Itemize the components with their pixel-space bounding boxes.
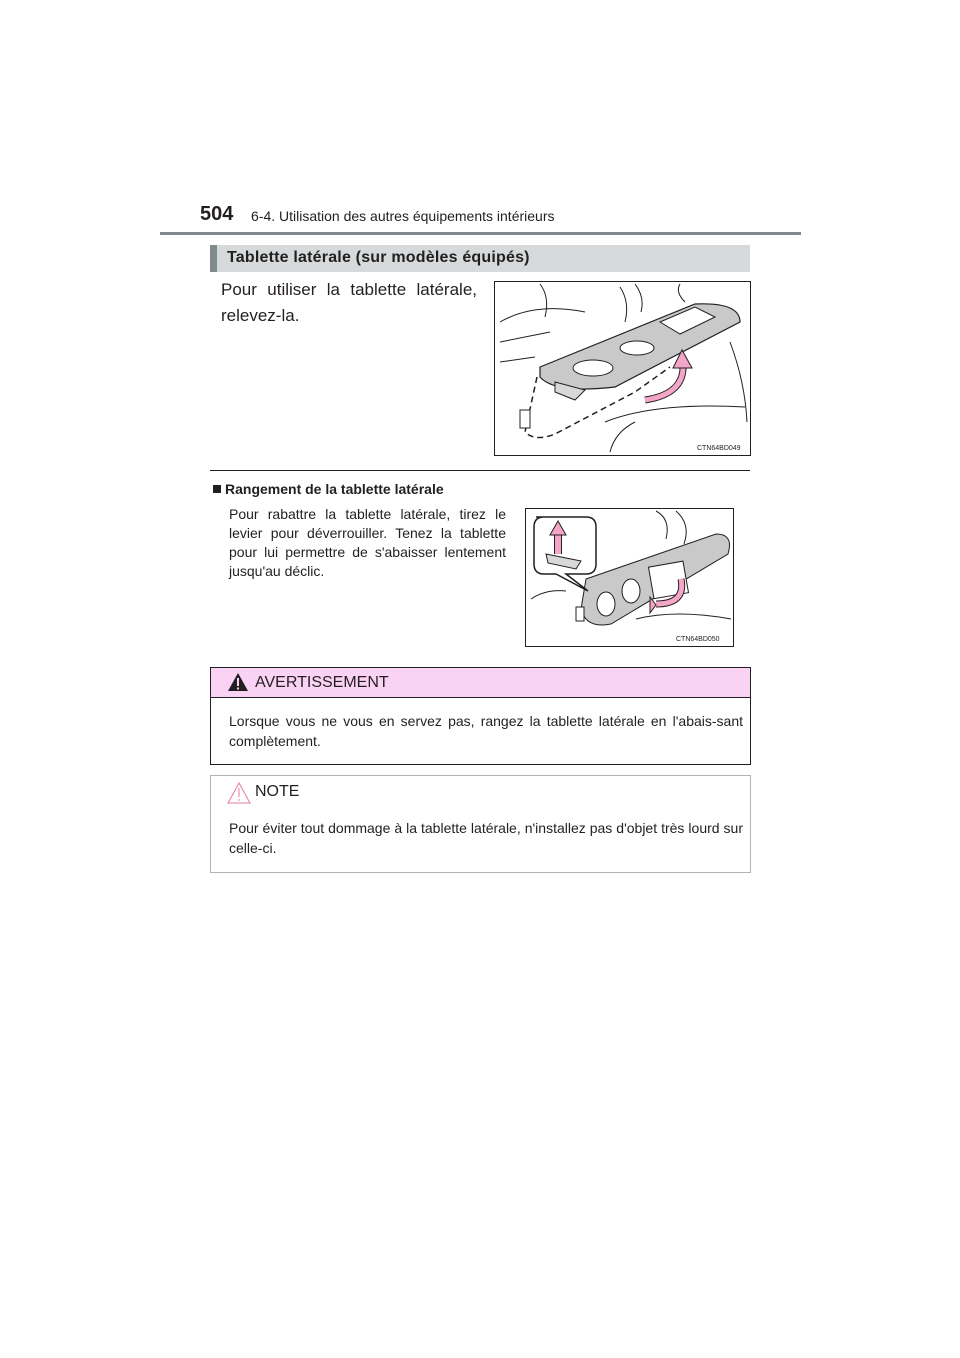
subsection-rule	[210, 470, 750, 471]
chapter-title: 6-4. Utilisation des autres équipements intérieurs	[251, 208, 555, 224]
warning-text: Lorsque vous ne vous en servez pas, rangez la tablette latérale en l'abais-sant complètement.	[229, 713, 743, 749]
warning-triangle-icon	[227, 672, 249, 692]
figure-code-1: CTN64BD049	[697, 445, 741, 452]
figure-code-2: CTN64BD050	[676, 636, 720, 643]
caution-triangle-outline-icon	[227, 782, 251, 804]
section-title: Tablette latérale (sur modèles équipés)	[227, 249, 530, 266]
lower-tray-illustration	[526, 509, 733, 646]
subsection-heading	[213, 481, 444, 497]
figure-raise-tray	[494, 281, 751, 456]
warning-label: AVERTISSEMENT	[255, 674, 389, 691]
square-bullet-icon	[213, 485, 221, 493]
subsection-text: Pour rabattre la tablette latérale, tirez le levier pour déverrouiller. Tenez la tablette pour lui permettre de s'abaisser lentement jusqu'au déclic.	[229, 506, 506, 579]
note-text: Pour éviter tout dommage à la tablette latérale, n'installez pas d'objet très lourd sur celle-ci.	[229, 820, 743, 856]
intro-text: Pour utiliser la tablette latérale, relevez-la.	[221, 280, 477, 325]
raise-tray-illustration	[495, 282, 750, 455]
section-header	[210, 245, 750, 272]
subsection-title: Rangement de la tablette latérale	[225, 481, 444, 497]
warning-header	[211, 668, 750, 698]
page-number: 504	[200, 203, 234, 225]
note-box	[210, 775, 751, 873]
warning-box	[210, 667, 751, 765]
note-label: NOTE	[255, 783, 300, 800]
header-rule	[160, 232, 801, 235]
figure-lower-tray	[525, 508, 734, 647]
section-accent-bar	[210, 245, 217, 272]
